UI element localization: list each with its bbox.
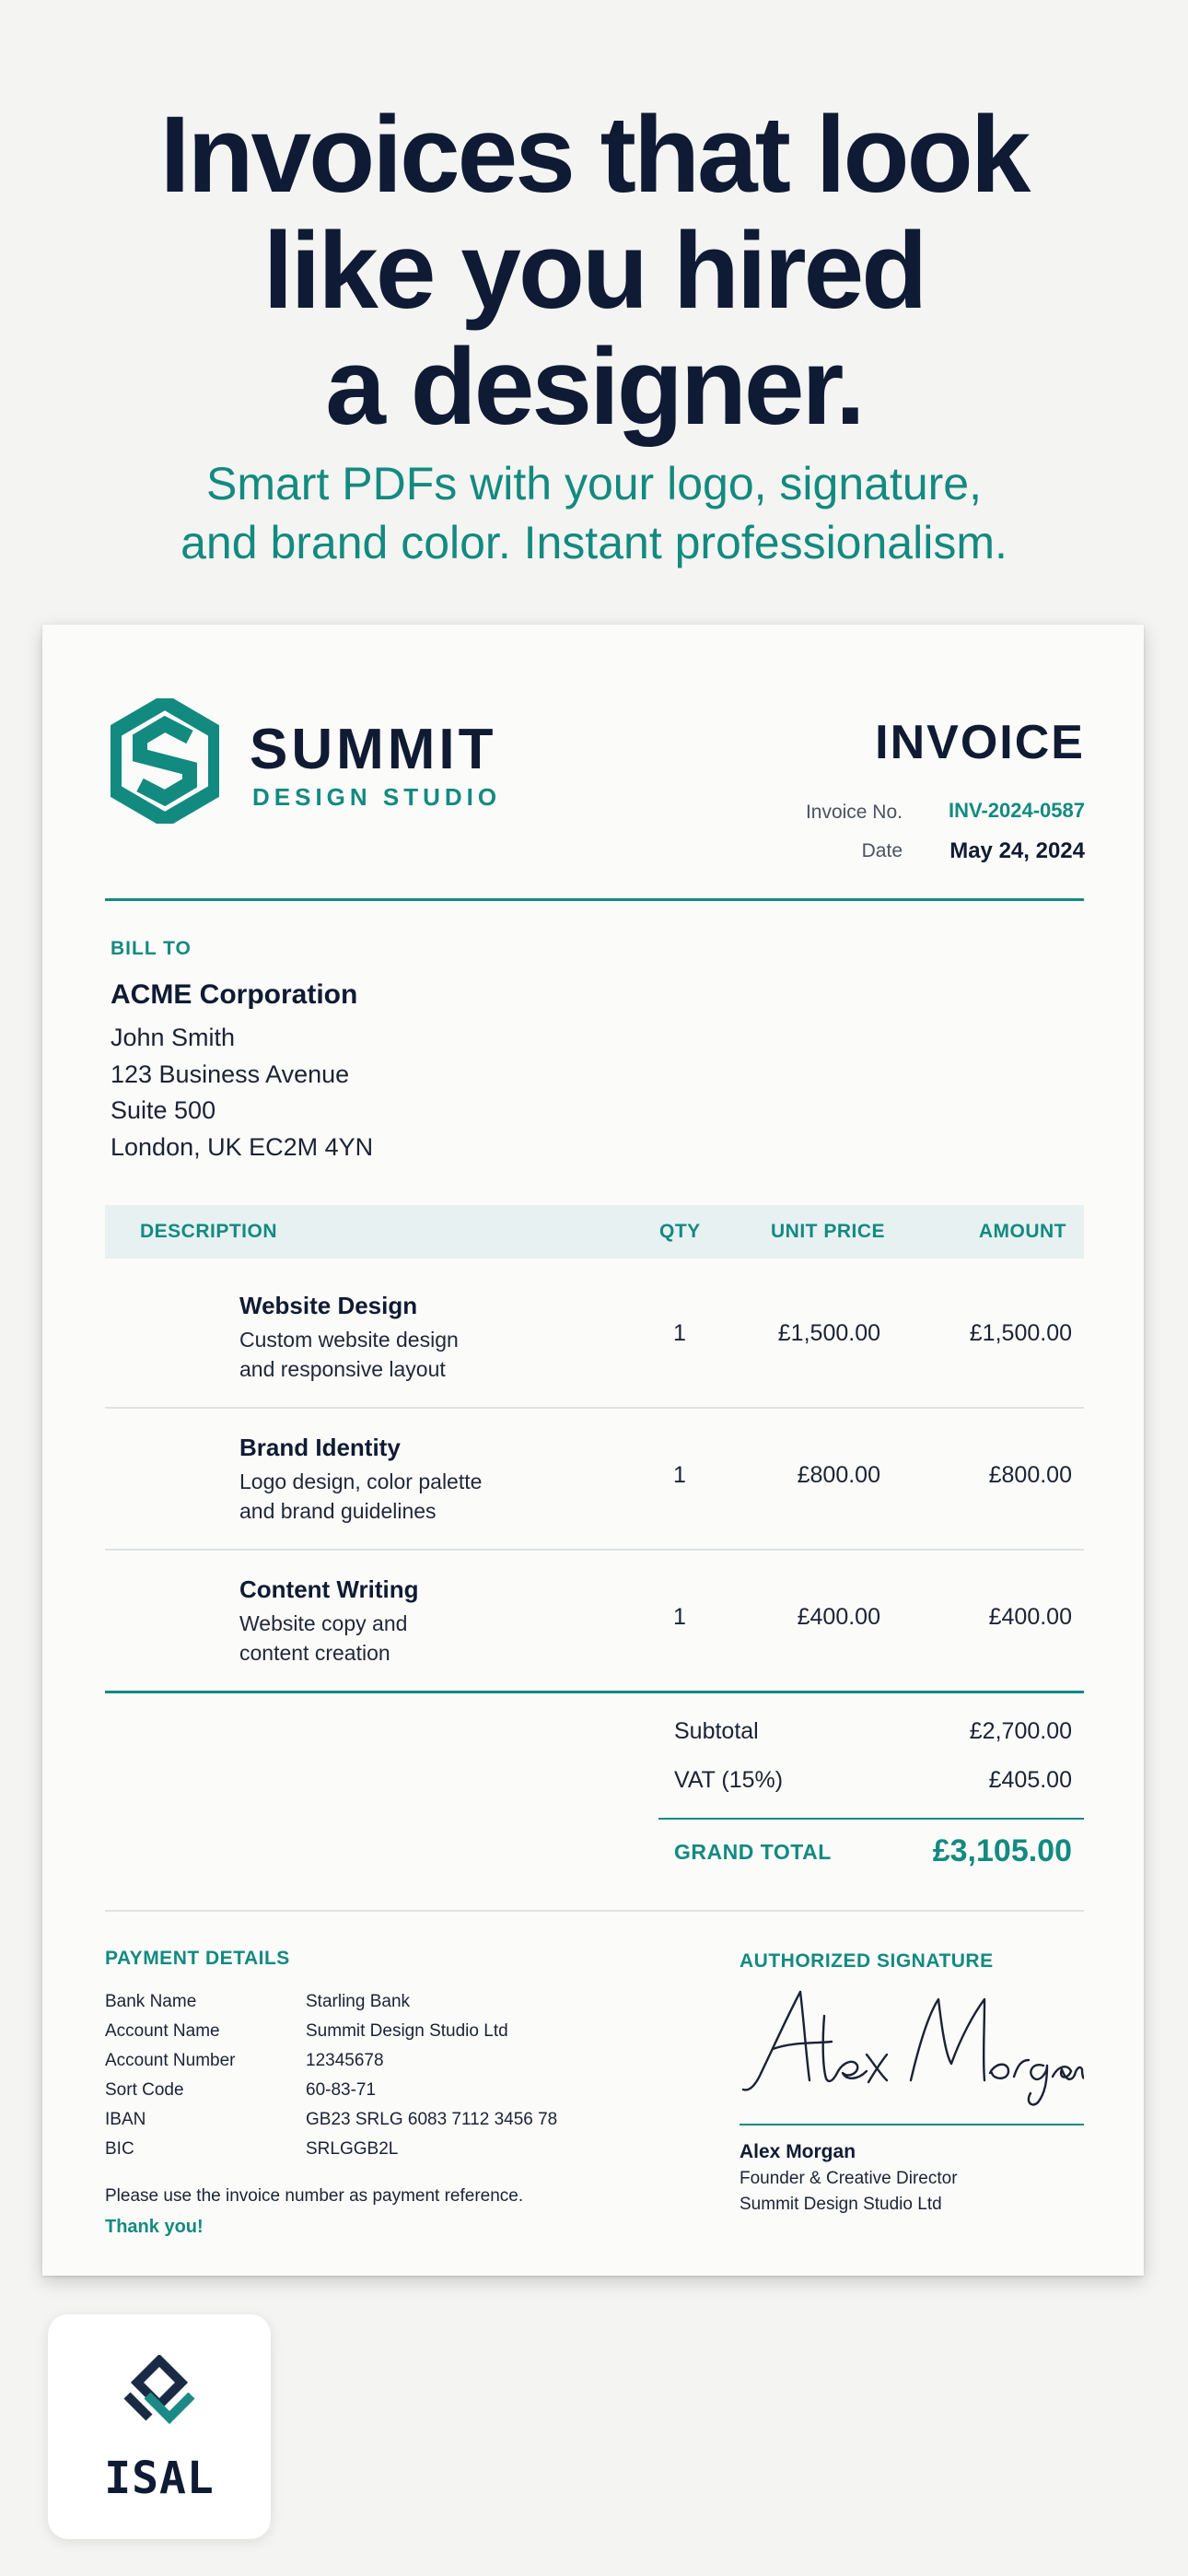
- grand-total-value: £3,105.00: [932, 1833, 1072, 1868]
- payment-value: 60-83-71: [306, 2080, 377, 2100]
- handwritten-signature-icon: [740, 1988, 1084, 2108]
- headline-line-3: a designer.: [325, 326, 863, 448]
- app-badge: [48, 2314, 271, 2539]
- item-unit-price: £400.00: [797, 1604, 880, 1630]
- signature-line: [740, 2124, 1084, 2125]
- item-qty: 1: [673, 1462, 686, 1488]
- item-description-line: and responsive layout: [239, 1357, 446, 1381]
- brand-subtitle: DESIGN STUDIO: [252, 783, 502, 811]
- payment-value: Starling Bank: [306, 1992, 411, 2011]
- hexagon-s-logo-icon: [111, 698, 219, 824]
- subtotal-label: Subtotal: [674, 1718, 759, 1744]
- signer-role: Founder & Creative Director: [740, 2169, 958, 2188]
- item-amount: £800.00: [988, 1462, 1072, 1488]
- table-bottom-divider: [105, 1691, 1084, 1693]
- payment-key: IBAN: [105, 2110, 146, 2129]
- item-description-line: Logo design, color palette: [239, 1469, 483, 1493]
- payment-note: Please use the invoice number as payment reference.: [105, 2186, 524, 2206]
- row-divider: [105, 1407, 1084, 1409]
- subtotal-value: £2,700.00: [969, 1718, 1072, 1744]
- payment-key: Account Number: [105, 2051, 236, 2070]
- payment-key: Account Name: [105, 2021, 220, 2041]
- vat-label: VAT (15%): [674, 1767, 784, 1793]
- invoice-date: May 24, 2024: [949, 838, 1085, 863]
- footer-divider: [105, 1910, 1084, 1912]
- bill-to-company: ACME Corporation: [111, 979, 358, 1010]
- item-description-line: content creation: [239, 1641, 390, 1665]
- bill-to-street: 123 Business Avenue: [111, 1060, 350, 1088]
- item-amount: £400.00: [988, 1604, 1072, 1630]
- item-description-line: Website copy and: [239, 1611, 408, 1635]
- item-unit-price: £800.00: [797, 1462, 880, 1488]
- item-qty: 1: [673, 1320, 686, 1346]
- item-description-line: Custom website design: [239, 1328, 459, 1352]
- item-name: Brand Identity: [239, 1434, 401, 1461]
- item-description-line: and brand guidelines: [239, 1499, 437, 1523]
- item-name: Content Writing: [239, 1575, 419, 1603]
- column-header-description: DESCRIPTION: [140, 1221, 278, 1242]
- signer-name: Alex Morgan: [740, 2141, 856, 2162]
- item-amount: £1,500.00: [969, 1320, 1072, 1346]
- invoice-number: INV-2024-0587: [949, 799, 1085, 822]
- payment-key: BIC: [105, 2139, 134, 2159]
- invoice-date-label: Date: [861, 840, 903, 861]
- row-divider: [105, 1549, 1084, 1551]
- headline-line-1: Invoices that look: [159, 94, 1029, 216]
- bill-to-label: BILL TO: [111, 938, 192, 959]
- column-header-qty: QTY: [659, 1221, 701, 1242]
- headline: [0, 94, 1188, 448]
- item-description: [239, 1325, 459, 1384]
- invoice-title: INVOICE: [875, 716, 1085, 769]
- payment-value: GB23 SRLG 6083 7112 3456 78: [306, 2110, 558, 2129]
- payment-value: SRLGGB2L: [306, 2139, 399, 2159]
- isal-logo-icon: [120, 2355, 199, 2434]
- headline-line-2: like you hired: [262, 210, 926, 332]
- payment-key: Sort Code: [105, 2080, 184, 2100]
- item-qty: 1: [673, 1604, 686, 1630]
- signature-label: AUTHORIZED SIGNATURE: [740, 1950, 994, 1972]
- column-header-unit-price: UNIT PRICE: [771, 1221, 886, 1242]
- totals-divider: [658, 1818, 1084, 1820]
- app-badge-text: ISAL: [104, 2453, 215, 2504]
- brand-name: SUMMIT: [250, 718, 497, 781]
- item-description: [239, 1467, 482, 1526]
- item-unit-price: £1,500.00: [777, 1320, 880, 1346]
- invoice-preview: [42, 625, 1144, 2276]
- payment-value: 12345678: [306, 2051, 384, 2070]
- bill-to-city: London, UK EC2M 4YN: [111, 1133, 374, 1161]
- invoice-number-label: Invoice No.: [805, 802, 903, 823]
- subheadline-line-2: and brand color. Instant professionalism.: [181, 517, 1007, 568]
- header-divider: [105, 898, 1084, 901]
- item-description: [239, 1609, 407, 1668]
- subheadline: [0, 454, 1188, 572]
- payment-key: Bank Name: [105, 1992, 197, 2011]
- signer-company: Summit Design Studio Ltd: [740, 2195, 942, 2214]
- vat-value: £405.00: [988, 1767, 1072, 1793]
- grand-total-label: GRAND TOTAL: [674, 1840, 832, 1864]
- subheadline-line-1: Smart PDFs with your logo, signature,: [206, 458, 982, 509]
- payment-details-label: PAYMENT DETAILS: [105, 1948, 290, 1969]
- bill-to-contact: John Smith: [111, 1024, 236, 1051]
- thank-you-text: Thank you!: [105, 2217, 204, 2237]
- payment-value: Summit Design Studio Ltd: [306, 2021, 508, 2041]
- item-name: Website Design: [239, 1292, 418, 1319]
- column-header-amount: AMOUNT: [978, 1221, 1066, 1242]
- bill-to-suite: Suite 500: [111, 1096, 216, 1124]
